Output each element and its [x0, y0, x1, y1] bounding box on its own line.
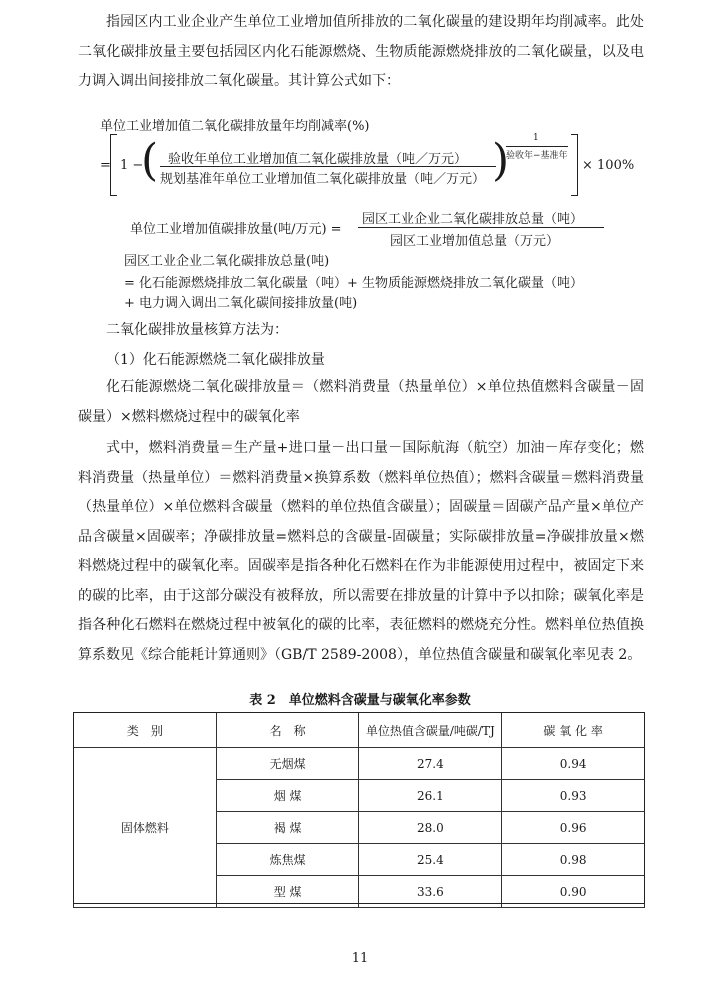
formula2-numerator: 园区工业企业二氧化碳排放总量（吨）	[362, 212, 584, 227]
formula3-line1: 园区工业企业二氧化碳排放总量(吨)	[124, 254, 330, 269]
category-cell: 固体燃料	[74, 748, 217, 908]
formula2-denominator: 园区工业增加值总量（万元）	[390, 234, 560, 249]
header-name: 名 称	[216, 713, 359, 748]
formula1-label: 单位工业增加值二氧化碳排放量年均削减率(%)	[100, 119, 370, 134]
table-caption: 表 2 单位燃料含碳量与碳氧化率参数	[249, 693, 471, 708]
carbon-content-cell: 27.4	[359, 748, 502, 780]
carbon-content-cell: 25.4	[359, 844, 502, 876]
header-category: 类 别	[74, 713, 217, 748]
table-header-row	[74, 713, 645, 748]
oxidation-rate-cell: 0.94	[502, 748, 645, 780]
fuel-name-cell: 型 煤	[216, 876, 359, 908]
formula1-fraction-bar	[160, 166, 496, 167]
section-subheading: （1）化石能源燃烧二氧化碳排放量	[106, 352, 325, 368]
header-oxidation-rate: 碳 氧 化 率	[502, 713, 645, 748]
formula1-right-bracket	[571, 134, 578, 196]
formula1-times: × 100%	[582, 158, 635, 173]
fuel-name-cell: 炼焦煤	[216, 844, 359, 876]
formula1-numerator: 验收年单位工业增加值二氧化碳排放量（吨／万元）	[168, 152, 468, 167]
formula2-fraction-bar	[358, 227, 604, 228]
formula2-lhs: 单位工业增加值碳排放量(吨/万元) =	[130, 222, 342, 237]
fuel-name-cell: 褐 煤	[216, 812, 359, 844]
formula1-exponent-bar	[506, 146, 568, 147]
intro-paragraph: 指园区内工业企业产生单位工业增加值所排放的二氧化碳量的建设期年均削减率。此处二氧化碳排放量主要包括园区内化石能源燃烧、生物质能源燃烧排放的二氧化碳量，以及电力调入调出间接排放二氧化碳量。其计算公式如下：	[78, 14, 644, 89]
oxidation-rate-cell: 0.96	[502, 812, 645, 844]
page-number: 11	[351, 951, 369, 966]
formula1-equals: =	[100, 158, 111, 173]
explanation-paragraph: 式中，燃料消费量＝生产量+进口量－出口量－国际航海（航空）加油－库存变化；燃料消费量（热量单位）＝燃料消费量×换算系数（燃料单位热值）；燃料含碳量＝燃料消费量（热量单位）×单位燃料含碳量（燃料的单位热值含碳量）；固碳量＝固碳产品产量×单位产品含碳量×固碳率；净碳排放量=燃料总的含碳量-固碳量；实际碳排放量=净碳排放量×燃料燃烧过程中的碳氧化率。固碳率是指各种化石燃料在作为非能源使用过程中，被固定下来的碳的比率，由于这部分碳没有被释放，所以需要在排放量的计算中予以扣除；碳氧化率是指各种化石燃料在燃烧过程中被氧化的碳的比率，表征燃料的燃烧充分性。燃料单位热值换算系数见《综合能耗计算通则》（GB/T 2589-2008），单位热值含碳量和碳氧化率见表 2。	[78, 440, 644, 663]
table-row	[74, 748, 645, 780]
fuel-name-cell: 烟 煤	[216, 780, 359, 812]
method-heading: 二氧化碳排放量核算方法为：	[106, 322, 288, 338]
formula3-line2: = 化石能源燃烧排放二氧化碳量（吨）+ 生物质能源燃烧排放二氧化碳量（吨）	[124, 276, 584, 291]
header-carbon-content: 单位热值含碳量/吨碳/TJ	[359, 713, 502, 748]
oxidation-rate-cell: 0.98	[502, 844, 645, 876]
carbon-parameter-table	[73, 712, 645, 908]
carbon-content-cell: 26.1	[359, 780, 502, 812]
oxidation-rate-cell: 0.90	[502, 876, 645, 908]
formula1-denominator: 规划基准年单位工业增加值二氧化碳排放量（吨／万元）	[160, 172, 486, 187]
oxidation-rate-cell: 0.93	[502, 780, 645, 812]
formula1-left-bracket	[110, 134, 117, 196]
fuel-name-cell: 无烟煤	[216, 748, 359, 780]
formula1-right-paren: )	[492, 135, 510, 186]
formula3-line3: + 电力调入调出二氧化碳间接排放量(吨)	[124, 296, 358, 311]
fossil-formula-paragraph: 化石能源燃烧二氧化碳排放量＝（燃料消费量（热量单位）×单位热值燃料含碳量－固碳量）×燃料燃烧过程中的碳氧化率	[78, 379, 644, 425]
carbon-content-cell: 33.6	[359, 876, 502, 908]
formula1-one-minus: 1 −	[120, 158, 144, 173]
formula1-exponent-denominator: 验收年−基准年	[506, 151, 568, 161]
formula1-exponent-numerator: 1	[533, 133, 539, 143]
formula1-left-paren: (	[141, 135, 159, 186]
carbon-content-cell: 28.0	[359, 812, 502, 844]
